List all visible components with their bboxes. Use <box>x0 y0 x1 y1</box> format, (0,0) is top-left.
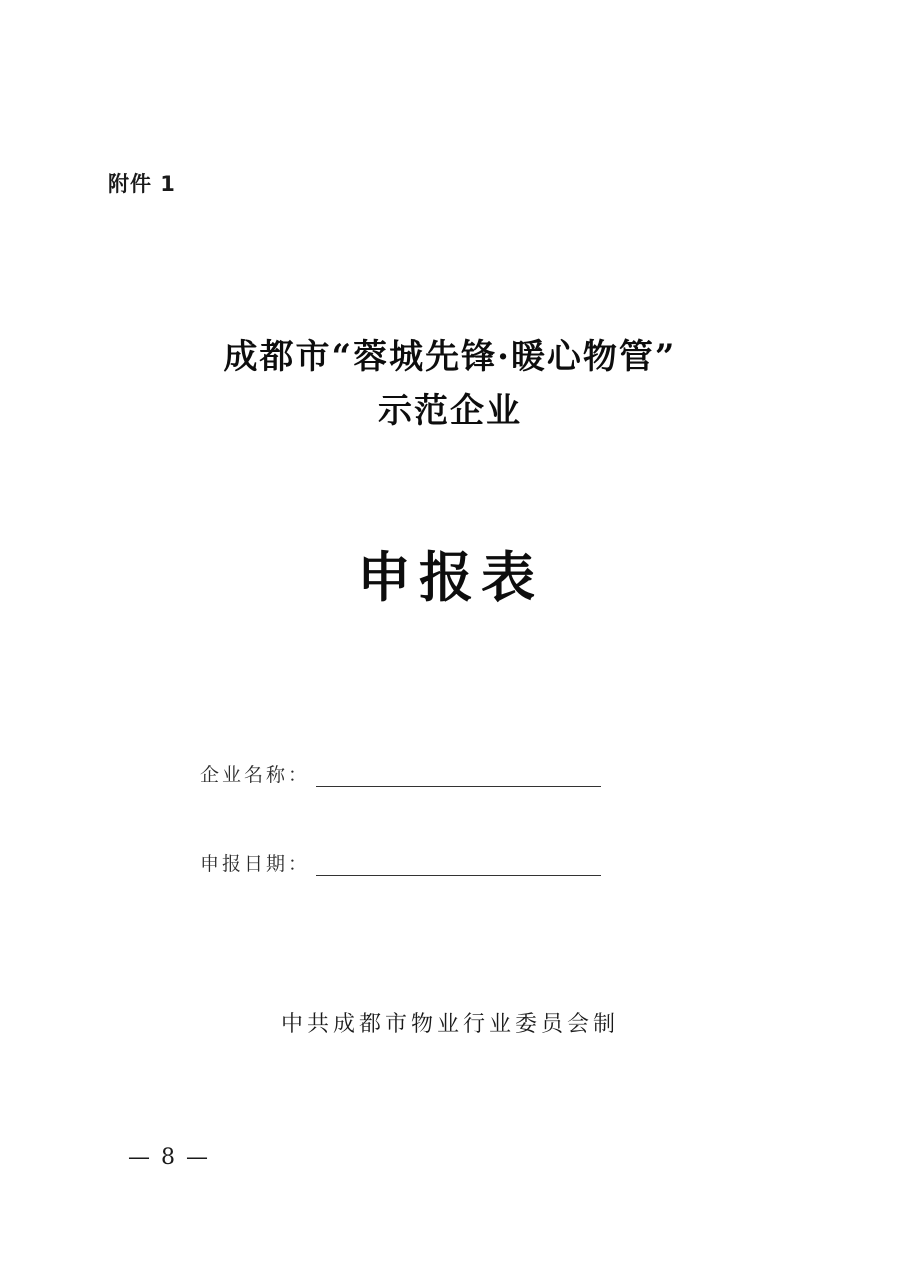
company-name-input[interactable] <box>316 766 601 787</box>
form-fields <box>200 760 720 938</box>
issuer-line: 中共成都市物业行业委员会制 <box>280 1012 619 1037</box>
document-title-line-1: 成都市“蓉城先锋·暖心物管” <box>223 337 677 377</box>
application-date-label: 申报日期： <box>200 853 311 875</box>
field-row-company-name <box>200 760 720 787</box>
field-row-application-date <box>200 849 720 876</box>
document-title-line-2: 示范企业 <box>378 391 522 432</box>
attachment-label: 附件 1 <box>108 172 176 196</box>
page-number: — 8 — <box>128 1145 210 1170</box>
company-name-label: 企业名称： <box>200 764 311 786</box>
form-title: 申报表 <box>357 545 543 609</box>
application-date-input[interactable] <box>316 855 601 876</box>
document-title <box>0 330 900 439</box>
